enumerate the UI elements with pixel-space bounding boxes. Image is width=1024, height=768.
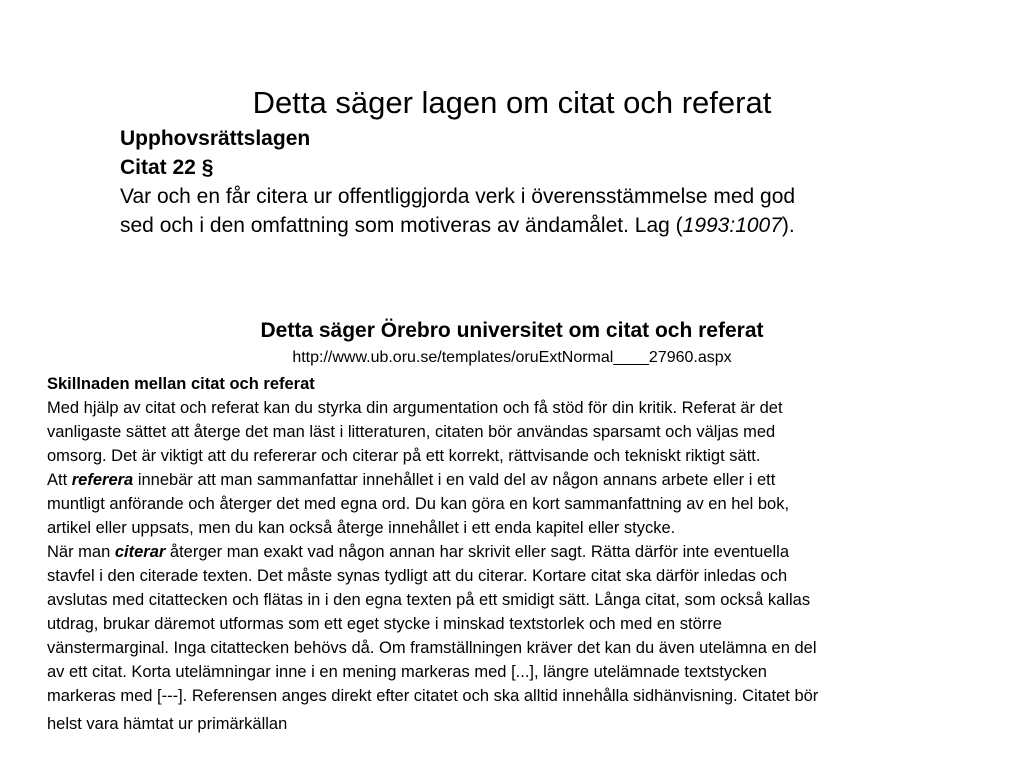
paragraph-3-last-line: helst vara hämtat ur primärkällan xyxy=(47,715,288,733)
oru-heading: Detta säger Örebro universitet om citat och referat xyxy=(260,319,764,342)
paragraph-3-rest: återger man exakt vad någon annan har skrivit eller sagt. Rätta därför inte eventuella xyxy=(165,543,790,561)
paragraph-2-line xyxy=(47,468,1007,492)
paragraph-3-line: utdrag, brukar däremot utformas som ett eget stycke i minskad textstorlek och med en större xyxy=(47,615,722,633)
law-text-line-2 xyxy=(120,211,980,240)
paragraph-3-line: stavfel i den citerade texten. Det måste synas tydligt att du citerar. Kortare citat ska därför inledas och xyxy=(47,567,788,585)
law-quote-block xyxy=(120,124,980,240)
paragraph-2-line: muntligt anförande och återger det med egna ord. Du kan göra en kort sammanfattning av en hel bok, xyxy=(47,495,790,513)
oru-text-block xyxy=(47,372,1007,736)
law-text-line-1: Var och en får citera ur offentliggjorda verk i överensstämmelse med god xyxy=(120,185,796,208)
paragraph-2-lead: Att xyxy=(47,471,72,489)
law-reference: 1993:1007 xyxy=(682,214,782,237)
paragraph-3-line: av ett citat. Korta utelämningar inne i en mening markeras med [...], längre utelämnade textstycken xyxy=(47,663,767,681)
paragraph-3-lead: När man xyxy=(47,543,115,561)
paragraph-3-line: markeras med [---]. Referensen anges direkt efter citatet och ska alltid innehålla sidhänvisning. Citatet bör xyxy=(47,687,819,705)
oru-subheading: Skillnaden mellan citat och referat xyxy=(47,375,315,393)
keyword-referera: referera xyxy=(71,471,134,489)
paragraph-3-line: avslutas med citattecken och flätas in i den egna texten på ett smidigt sätt. Långa citat, som också kallas xyxy=(47,591,811,609)
paragraph-1-line: omsorg. Det är viktigt att du refererar och citerar på ett korrekt, rättvisande och tekniskt riktigt sätt. xyxy=(47,447,761,465)
slide-title: Detta säger lagen om citat och referat xyxy=(252,84,772,120)
paragraph-3-line xyxy=(47,540,1007,564)
paragraph-2-line: artikel eller uppsats, men du kan också återge innehållet i ett enda kapitel eller stycke. xyxy=(47,519,676,537)
law-section: Citat 22 § xyxy=(120,156,214,179)
oru-url: http://www.ub.oru.se/templates/oruExtNormal____27960.aspx xyxy=(292,349,732,366)
law-text-line-2-start: sed och i den omfattning som motiveras av ändamålet. Lag ( xyxy=(120,214,683,237)
paragraph-2-rest: innebär att man sammanfattar innehållet i en vald del av någon annans arbete eller i ett xyxy=(133,471,776,489)
law-name: Upphovsrättslagen xyxy=(120,127,311,150)
keyword-citerar: citerar xyxy=(114,543,166,561)
paragraph-3-line: vänstermarginal. Inga citattecken behövs då. Om framställningen kräver det kan du även utelämna en del xyxy=(47,639,817,657)
law-text-line-2-end: ). xyxy=(781,214,795,237)
paragraph-1-line: Med hjälp av citat och referat kan du styrka din argumentation och få stöd för din kritik. Referat är det xyxy=(47,399,783,417)
paragraph-1-line: vanligaste sättet att återge det man läst i litteraturen, citaten bör användas sparsamt och väljas med xyxy=(47,423,776,441)
